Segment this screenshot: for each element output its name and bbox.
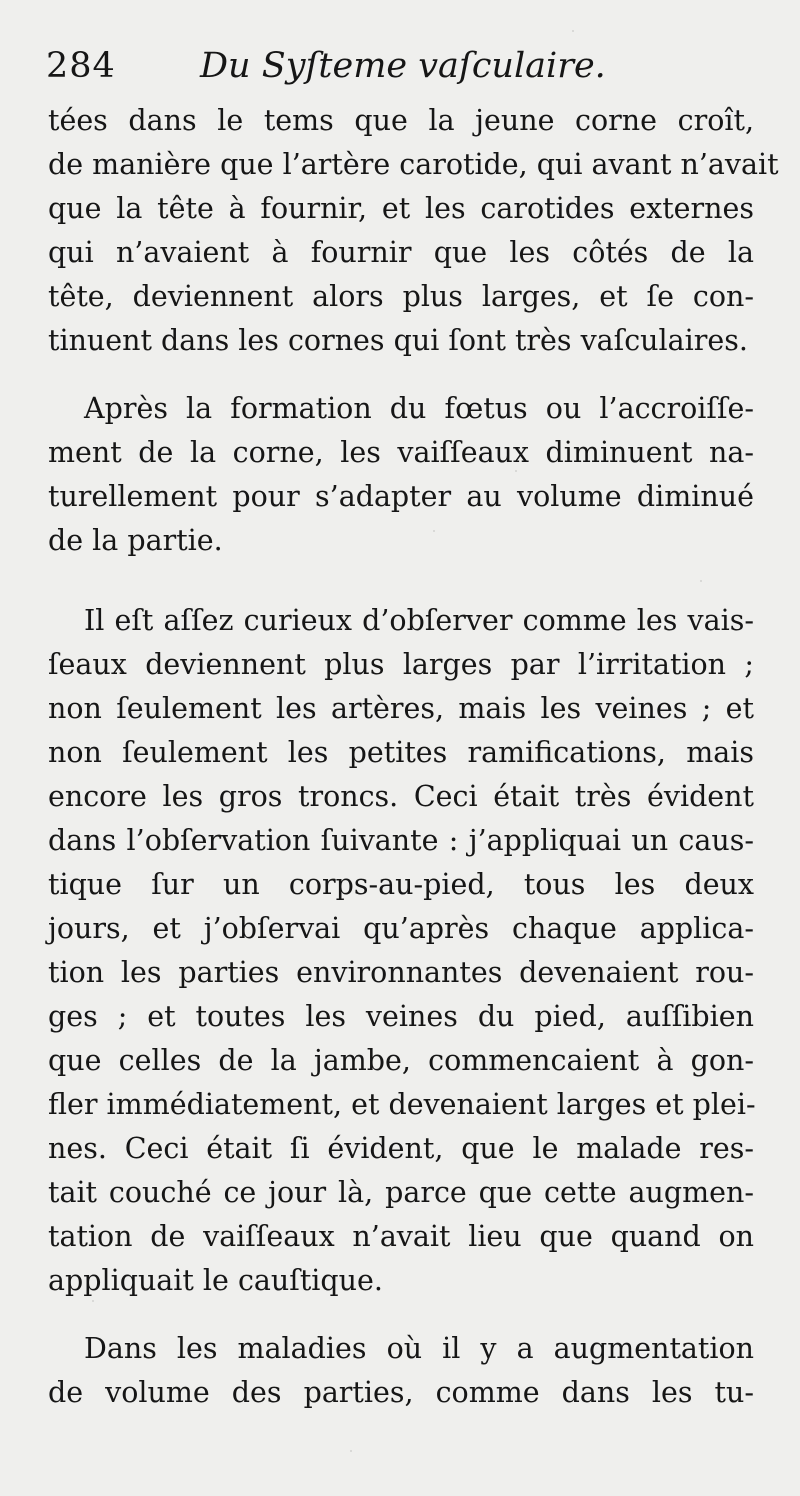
- text-line: Dans les maladies où il y a augmentation: [84, 1332, 754, 1365]
- text-line: qui n’avaient à fournir que les côtés de la: [48, 236, 754, 269]
- text-line: dans l’obſervation ſuivante : j’appliquai un caus-: [48, 824, 754, 857]
- text-line: tête, deviennent alors plus larges, et ſe con-: [48, 280, 754, 313]
- text-line: ſeaux deviennent plus larges par l’irritation ;: [48, 648, 754, 681]
- text-line: non ſeulement les petites ramifications, mais: [48, 736, 754, 769]
- text-line: turellement pour s’adapter au volume diminué: [48, 480, 754, 513]
- text-line: tation de vaiſſeaux n’avait lieu que quand on: [48, 1220, 754, 1253]
- text-line: de volume des parties, comme dans les tu-: [48, 1376, 754, 1409]
- text-line: ment de la corne, les vaiſſeaux diminuent na-: [48, 436, 754, 469]
- page-number: 284: [46, 46, 116, 86]
- running-title: Du Syſteme vaſculaire.: [200, 46, 606, 86]
- text-line: tait couché ce jour là, parce que cette augmen-: [48, 1176, 754, 1209]
- text-line: tique ſur un corps-au-pied, tous les deux: [48, 868, 754, 901]
- text-line: que la tête à fournir, et les carotides externes: [48, 192, 754, 225]
- paper-speck: [515, 470, 517, 472]
- text-line: fler immédiatement, et devenaient larges et plei-: [48, 1088, 756, 1121]
- text-line: Après la formation du fœtus ou l’accroiſſe-: [84, 392, 754, 425]
- paper-speck: [700, 580, 702, 582]
- text-line: non ſeulement les artères, mais les veines ; et: [48, 692, 754, 725]
- text-line: encore les gros troncs. Ceci était très évident: [48, 780, 754, 813]
- text-line: ges ; et toutes les veines du pied, auſſibien: [48, 1000, 754, 1033]
- paper-speck: [92, 1300, 94, 1302]
- paper-speck: [350, 1450, 352, 1452]
- text-line: nes. Ceci était ſi évident, que le malade res-: [48, 1132, 754, 1165]
- text-line: que celles de la jambe, commencaient à gon-: [48, 1044, 754, 1077]
- text-line: tées dans le tems que la jeune corne croît,: [48, 104, 754, 137]
- text-line: de la partie.: [48, 524, 223, 557]
- text-line: appliquait le cauſtique.: [48, 1264, 383, 1297]
- paper-speck: [433, 530, 435, 532]
- paper-speck: [572, 30, 574, 32]
- text-line: tion les parties environnantes devenaient rou-: [48, 956, 754, 989]
- text-line: jours, et j’obſervai qu’après chaque applica-: [48, 912, 754, 945]
- text-line: de manière que l’artère carotide, qui avant n’avait: [48, 148, 779, 181]
- page-header: [40, 36, 760, 96]
- text-line: tinuent dans les cornes qui ſont très vaſculaires.: [48, 324, 748, 357]
- text-line: Il eſt aſſez curieux d’obſerver comme les vais-: [84, 604, 754, 637]
